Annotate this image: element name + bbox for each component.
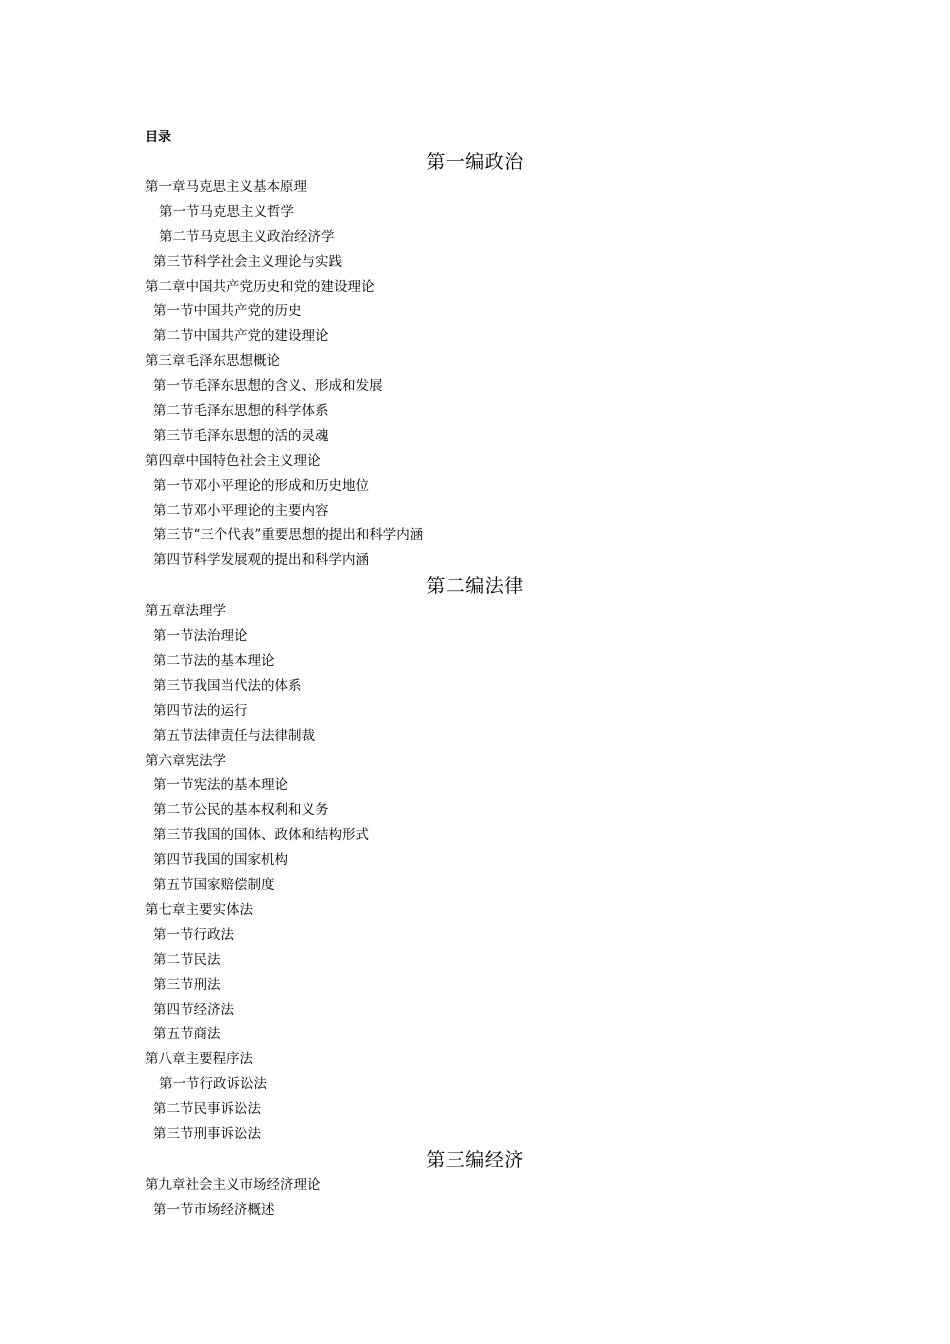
section-title: 第一节邓小平理论的形成和历史地位 <box>153 477 369 494</box>
section-title: 第三节我国当代法的体系 <box>153 677 302 694</box>
section-title: 第三节我国的国体、政体和结构形式 <box>153 827 369 844</box>
chapter-title: 第五章法理学 <box>145 603 226 620</box>
section-title: 第二节民法 <box>153 951 221 968</box>
section-title: 第三节刑法 <box>153 976 221 993</box>
section-title: 第二节邓小平理论的主要内容 <box>153 502 329 519</box>
section-title: 第二节中国共产党的建设理论 <box>153 328 329 345</box>
section-title: 第四节我国的国家机构 <box>153 852 288 869</box>
section-title: 第一节宪法的基本理论 <box>153 777 288 794</box>
chapter-title: 第二章中国共产党历史和党的建设理论 <box>145 278 375 295</box>
section-title: 第二节毛泽东思想的科学体系 <box>153 403 329 420</box>
section-title: 第三节毛泽东思想的活的灵魂 <box>153 427 329 444</box>
toc-title: 目录 <box>145 130 172 145</box>
chapter-title: 第四章中国特色社会主义理论 <box>145 452 321 469</box>
section-title: 第一节毛泽东思想的含义、形成和发展 <box>153 378 383 395</box>
section-title: 第五节商法 <box>153 1026 221 1043</box>
part-title: 第二编法律 <box>426 575 524 598</box>
part-title: 第一编政治 <box>426 151 524 173</box>
section-title: 第二节法的基本理论 <box>153 653 275 670</box>
section-title: 第四节科学发展观的提出和科学内涵 <box>153 552 369 569</box>
chapter-title: 第六章宪法学 <box>145 752 226 769</box>
chapter-title: 第三章毛泽东思想概论 <box>145 353 280 370</box>
section-title: 第一节市场经济概述 <box>153 1201 275 1218</box>
section-title: 第一节行政法 <box>153 926 234 943</box>
section-title: 第三节刑事诉讼法 <box>153 1125 261 1142</box>
part-title: 第三编经济 <box>426 1148 524 1171</box>
section-title: 第四节经济法 <box>153 1001 234 1018</box>
section-title: 第一节中国共产党的历史 <box>153 303 302 320</box>
section-title: 第二节公民的基本权利和义务 <box>153 802 329 819</box>
chapter-title: 第一章马克思主义基本原理 <box>145 179 307 195</box>
chapter-title: 第八章主要程序法 <box>145 1051 253 1068</box>
section-title: 第五节国家赔偿制度 <box>153 877 275 894</box>
section-title: 第二节民事诉讼法 <box>153 1101 261 1118</box>
section-title: 第一节马克思主义哲学 <box>159 203 294 220</box>
chapter-title: 第七章主要实体法 <box>145 901 253 918</box>
table-of-contents <box>145 126 805 1223</box>
section-title: 第三节科学社会主义理论与实践 <box>153 253 342 270</box>
chapter-title: 第九章社会主义市场经济理论 <box>145 1176 321 1193</box>
section-title: 第一节法治理论 <box>153 628 248 645</box>
section-title: 第一节行政诉讼法 <box>159 1076 267 1093</box>
section-title: 第二节马克思主义政治经济学 <box>159 228 335 245</box>
section-title: 第三节“三个代表”重要思想的提出和科学内涵 <box>153 527 424 544</box>
toc-body <box>145 149 805 1223</box>
section-title: 第四节法的运行 <box>153 702 248 719</box>
section-title: 第五节法律责任与法律制裁 <box>153 727 315 744</box>
